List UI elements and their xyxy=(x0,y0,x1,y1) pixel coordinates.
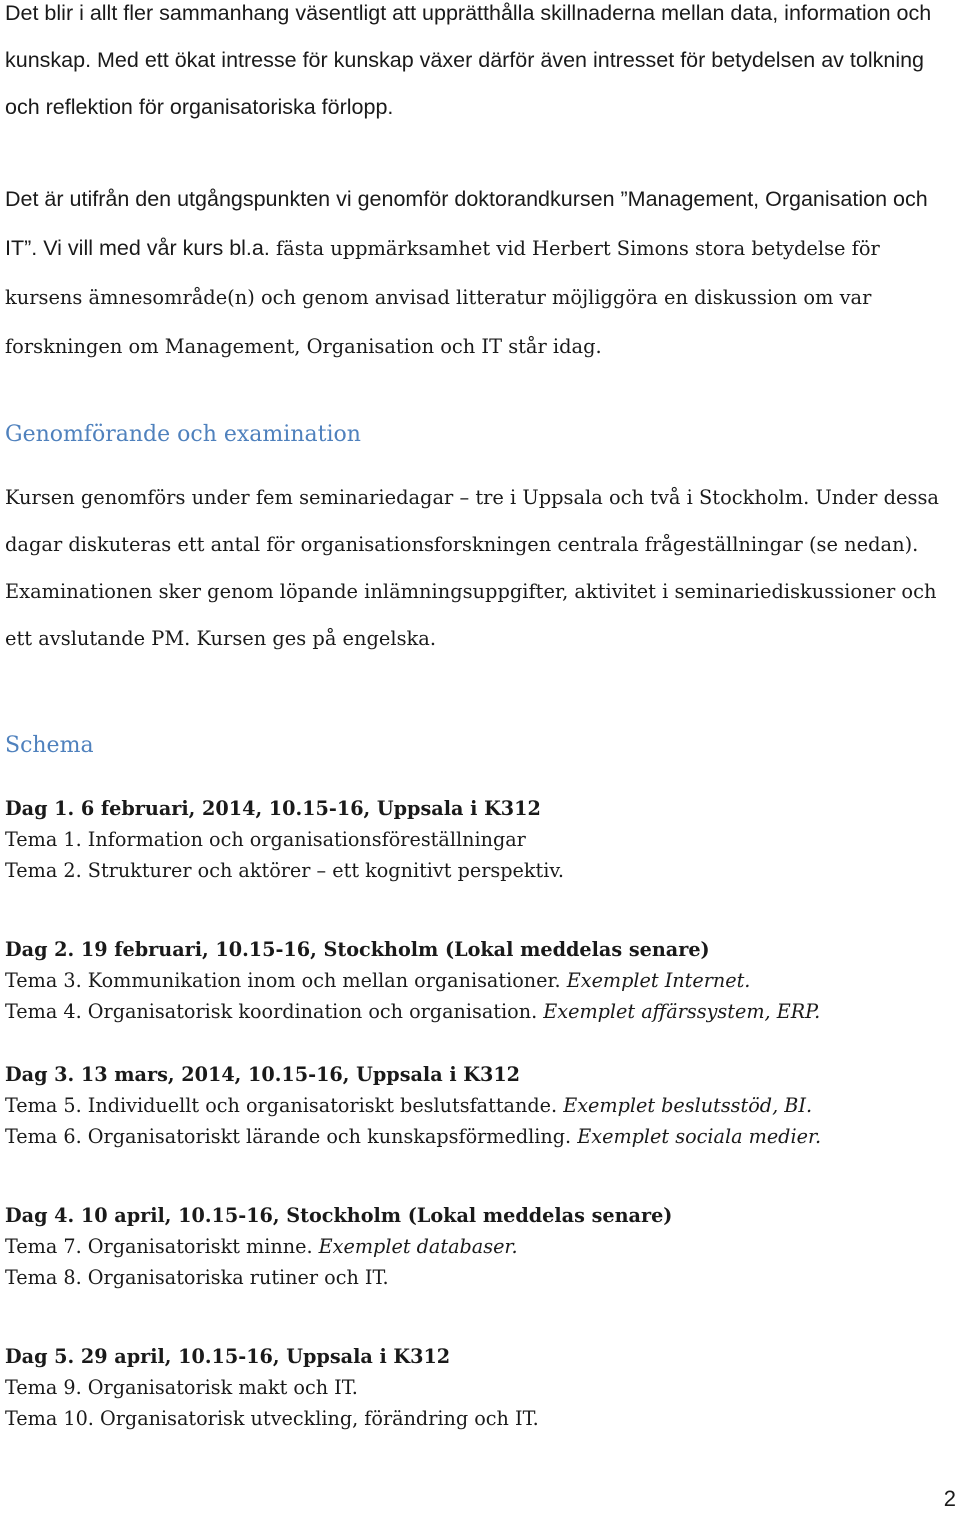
day-2-theme-1 xyxy=(5,965,750,996)
heading-schema: Schema xyxy=(5,733,94,758)
page-number: 2 xyxy=(943,1486,956,1511)
day-5-theme-2 xyxy=(5,1403,539,1434)
day-4-theme-2 xyxy=(5,1262,389,1293)
day-1-title: Dag 1. 6 februari, 2014, 10.15-16, Uppsala i K312 xyxy=(5,797,541,820)
theme-example: Exemplet affärssystem, ERP. xyxy=(543,1000,821,1023)
theme-text: Tema 9. Organisatorisk makt och IT. xyxy=(5,1376,358,1399)
theme-text: Tema 6. Organisatoriskt lärande och kunskapsförmedling. xyxy=(5,1125,578,1148)
intro-paragraph-2-rest: fästa uppmärksamhet vid Herbert Simons stora betydelse för kursens ämnesområde(n) och genom anvisad litteratur möjliggöra en diskussion om var forskningen om Management, Organisation och IT står idag. xyxy=(5,237,880,358)
theme-text: Tema 8. Organisatoriska rutiner och IT. xyxy=(5,1266,389,1289)
theme-example: Exemplet sociala medier. xyxy=(577,1125,822,1148)
intro-paragraph-2 xyxy=(5,176,955,372)
theme-example: Exemplet beslutsstöd, BI. xyxy=(563,1094,813,1117)
day-3-title: Dag 3. 13 mars, 2014, 10.15-16, Uppsala i K312 xyxy=(5,1063,521,1086)
theme-text: Tema 1. Information och organisationsföreställningar xyxy=(5,828,526,851)
day-4-title: Dag 4. 10 april, 10.15-16, Stockholm (Lokal meddelas senare) xyxy=(5,1204,673,1227)
theme-text: Tema 2. Strukturer och aktörer – ett kognitivt perspektiv. xyxy=(5,859,565,882)
theme-text: Tema 7. Organisatoriskt minne. xyxy=(5,1235,319,1258)
day-3-theme-1 xyxy=(5,1090,812,1121)
day-2-theme-2 xyxy=(5,996,820,1027)
theme-text: Tema 10. Organisatorisk utveckling, förändring och IT. xyxy=(5,1407,539,1430)
day-1-theme-2 xyxy=(5,855,564,886)
intro-paragraph-1: Det blir i allt fler sammanhang väsentligt att upprätthålla skillnaderna mellan data, information och kunskap. Med ett ökat intresse för kunskap växer därför även intresset för betydelsen av tolkning och reflektion för organisatoriska förlopp. xyxy=(5,1,932,119)
genomforande-paragraph: Kursen genomförs under fem seminariedagar – tre i Uppsala och två i Stockholm. Under dessa dagar diskuteras ett antal för organisationsforskningen centrala frågeställningar (se nedan). Examinationen sker genom löpande inlämningsuppgifter, aktivitet i seminariediskussioner och ett avslutande PM. Kursen ges på engelska. xyxy=(5,486,939,650)
theme-text: Tema 3. Kommunikation inom och mellan organisationer. xyxy=(5,969,567,992)
theme-example: Exemplet Internet. xyxy=(566,969,751,992)
heading-genomforande: Genomförande och examination xyxy=(5,422,361,447)
day-2-title: Dag 2. 19 februari, 10.15-16, Stockholm (Lokal meddelas senare) xyxy=(5,938,710,961)
day-5-title: Dag 5. 29 april, 10.15-16, Uppsala i K312 xyxy=(5,1345,451,1368)
day-3-theme-2 xyxy=(5,1121,821,1152)
theme-text: Tema 4. Organisatorisk koordination och organisation. xyxy=(5,1000,544,1023)
theme-text: Tema 5. Individuellt och organisatoriskt beslutsfattande. xyxy=(5,1094,564,1117)
theme-example: Exemplet databaser. xyxy=(318,1235,518,1258)
intro-paragraph-2-start: Det är utifrån den utgångspunkten vi genomför doktorandkursen ”Management, Organisation och IT”. Vi vill med vår kurs bl.a. xyxy=(5,187,928,260)
day-1-theme-1 xyxy=(5,824,526,855)
day-4-theme-1 xyxy=(5,1231,518,1262)
day-5-theme-1 xyxy=(5,1372,358,1403)
